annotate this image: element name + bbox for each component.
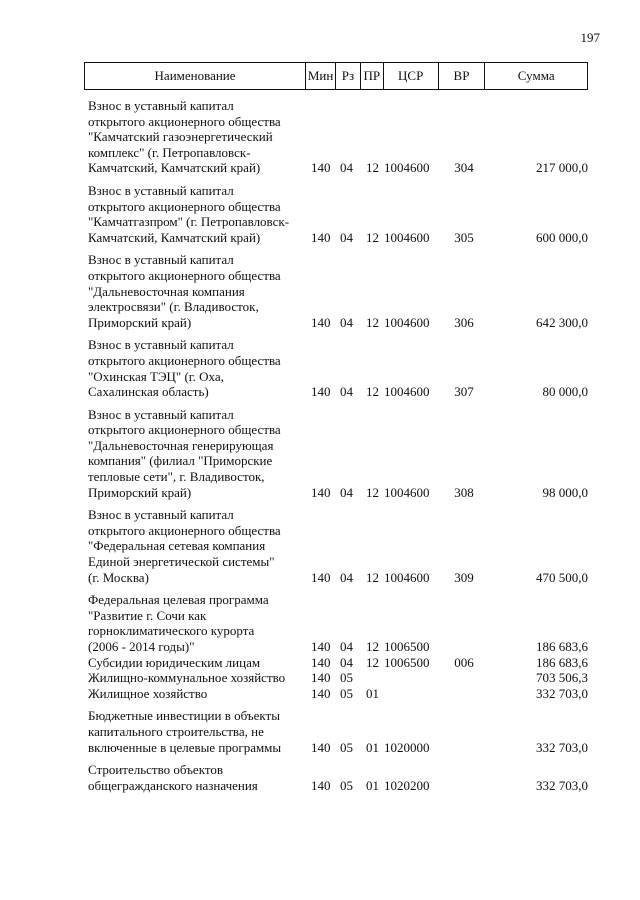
table-row: [88, 708, 588, 755]
row-min: 140: [311, 229, 331, 245]
row-vr: 304: [454, 160, 474, 176]
row-min: 140: [311, 670, 331, 686]
row-sum: 186 683,6: [536, 654, 588, 670]
row-min: 140: [311, 639, 331, 654]
row-csr: 1004600: [384, 484, 430, 500]
row-name: Взнос в уставный капитал открытого акционерного общества "Камчатгазпром" (г. Петропавловск- Камчатский, Камчатский край): [88, 182, 290, 245]
row-min: 140: [311, 569, 331, 585]
row-min: 140: [311, 384, 331, 400]
row-rz: 05: [340, 670, 353, 686]
row-sum: 600 000,0: [536, 229, 588, 245]
row-pr: 12: [366, 384, 379, 400]
row-min: 140: [311, 739, 331, 755]
row-rz: 04: [340, 654, 353, 670]
row-vr: 306: [454, 314, 474, 330]
row-min: 140: [311, 777, 331, 793]
row-name: Жилищное хозяйство: [88, 685, 208, 701]
row-vr: [444, 670, 484, 686]
row-pr: 01: [366, 739, 379, 755]
row-name: Взнос в уставный капитал открытого акционерного общества "Дальневосточная компания электросвязи" (г. Владивосток, Приморский край): [88, 252, 281, 330]
row-sum: 703 506,3: [536, 670, 588, 686]
row-name: Взнос в уставный капитал открытого акционерного общества "Охинская ТЭЦ" (г. Оха, Сахалинская область): [88, 337, 281, 400]
row-rz: 05: [340, 685, 353, 701]
row-rz: 04: [340, 314, 353, 330]
row-name: Федеральная целевая программа "Развитие г. Сочи как горноклиматического курорта (2006 - 2014 годы)": [88, 592, 269, 654]
header-min: Мин: [306, 63, 336, 89]
header-rz: Рз: [336, 63, 361, 89]
table-row: [88, 98, 588, 176]
row-sum: 186 683,6: [536, 639, 588, 654]
row-min: 140: [311, 314, 331, 330]
row-vr: 307: [454, 384, 474, 400]
row-rz: 05: [340, 777, 353, 793]
row-vr: 308: [454, 484, 474, 500]
row-sum: 217 000,0: [536, 160, 588, 176]
row-name: Взнос в уставный капитал открытого акционерного общества "Дальневосточная генерирующая компания" (филиал "Приморские тепловые сети", г. Владивосток, Приморский край): [88, 406, 281, 500]
row-csr: 1004600: [384, 384, 430, 400]
table-row: [88, 762, 588, 793]
row-pr: 12: [366, 314, 379, 330]
row-csr: 1006500: [384, 639, 430, 654]
row-csr: 1004600: [384, 229, 430, 245]
row-csr: 1004600: [384, 160, 430, 176]
row-csr: [384, 686, 444, 702]
row-pr: 12: [366, 484, 379, 500]
row-rz: 04: [340, 639, 353, 654]
row-vr: [444, 708, 484, 755]
row-name: Бюджетные инвестиции в объекты капитального строительства, не включенные в целевые программы: [88, 708, 282, 755]
row-sum: 332 703,0: [536, 777, 588, 793]
row-sum: 332 703,0: [536, 739, 588, 755]
row-csr: 1020000: [384, 739, 430, 755]
table-row: [88, 337, 588, 399]
row-csr: 1020200: [384, 777, 430, 793]
header-name: Наименование: [85, 63, 306, 89]
row-pr: 12: [366, 654, 379, 670]
table-row: [88, 252, 588, 330]
row-vr: [444, 686, 484, 702]
row-name: Взнос в уставный капитал открытого акционерного общества "Федеральная сетевая компания Единой энергетической системы" (г. Москва): [88, 507, 281, 585]
header-csr: ЦСР: [384, 63, 439, 89]
row-rz: 04: [340, 384, 353, 400]
row-pr: 12: [366, 639, 379, 654]
row-csr: [384, 670, 444, 686]
table-body: [88, 98, 588, 800]
row-vr: 006: [454, 654, 474, 670]
table-row: [88, 592, 588, 654]
row-min: 140: [311, 685, 331, 701]
table-row: [88, 670, 588, 686]
row-name: Взнос в уставный капитал открытого акционерного общества "Камчатский газоэнергетический комплекс" (г. Петропавловск- Камчатский, Камчатский край): [88, 98, 281, 176]
row-name: Строительство объектов общегражданского назначения: [88, 762, 258, 793]
row-csr: 1006500: [384, 654, 430, 670]
row-csr: 1004600: [384, 314, 430, 330]
row-rz: 04: [340, 569, 353, 585]
row-min: 140: [311, 654, 331, 670]
row-pr: 01: [366, 685, 379, 701]
row-pr: 12: [366, 229, 379, 245]
row-rz: 05: [340, 739, 353, 755]
row-csr: 1004600: [384, 569, 430, 585]
row-sum: 642 300,0: [536, 314, 588, 330]
row-rz: 04: [340, 484, 353, 500]
row-sum: 332 703,0: [536, 685, 588, 701]
row-name: Жилищно-коммунальное хозяйство: [88, 670, 286, 686]
page-number: 197: [580, 30, 600, 45]
row-vr: 309: [454, 569, 474, 585]
row-vr: [444, 592, 484, 654]
row-sum: 80 000,0: [542, 384, 588, 400]
row-pr: 12: [366, 569, 379, 585]
row-name: Субсидии юридическим лицам: [88, 654, 261, 670]
header-vr: ВР: [439, 63, 486, 89]
row-pr: 12: [366, 160, 379, 176]
header-pr: ПР: [361, 63, 384, 89]
header-sum: Сумма: [517, 68, 555, 83]
row-min: 140: [311, 484, 331, 500]
table-row: [88, 655, 588, 671]
row-min: 140: [311, 160, 331, 176]
row-pr: 01: [366, 777, 379, 793]
row-sum: 470 500,0: [536, 569, 588, 585]
table-header: [84, 62, 588, 90]
row-vr: 305: [454, 229, 474, 245]
row-sum: 98 000,0: [542, 484, 588, 500]
table-row: [88, 183, 588, 245]
row-pr: [366, 670, 384, 686]
table-row: [88, 407, 588, 501]
row-rz: 04: [340, 229, 353, 245]
row-vr: [444, 762, 484, 793]
row-rz: 04: [340, 160, 353, 176]
table-row: [88, 686, 588, 702]
table-row: [88, 507, 588, 585]
